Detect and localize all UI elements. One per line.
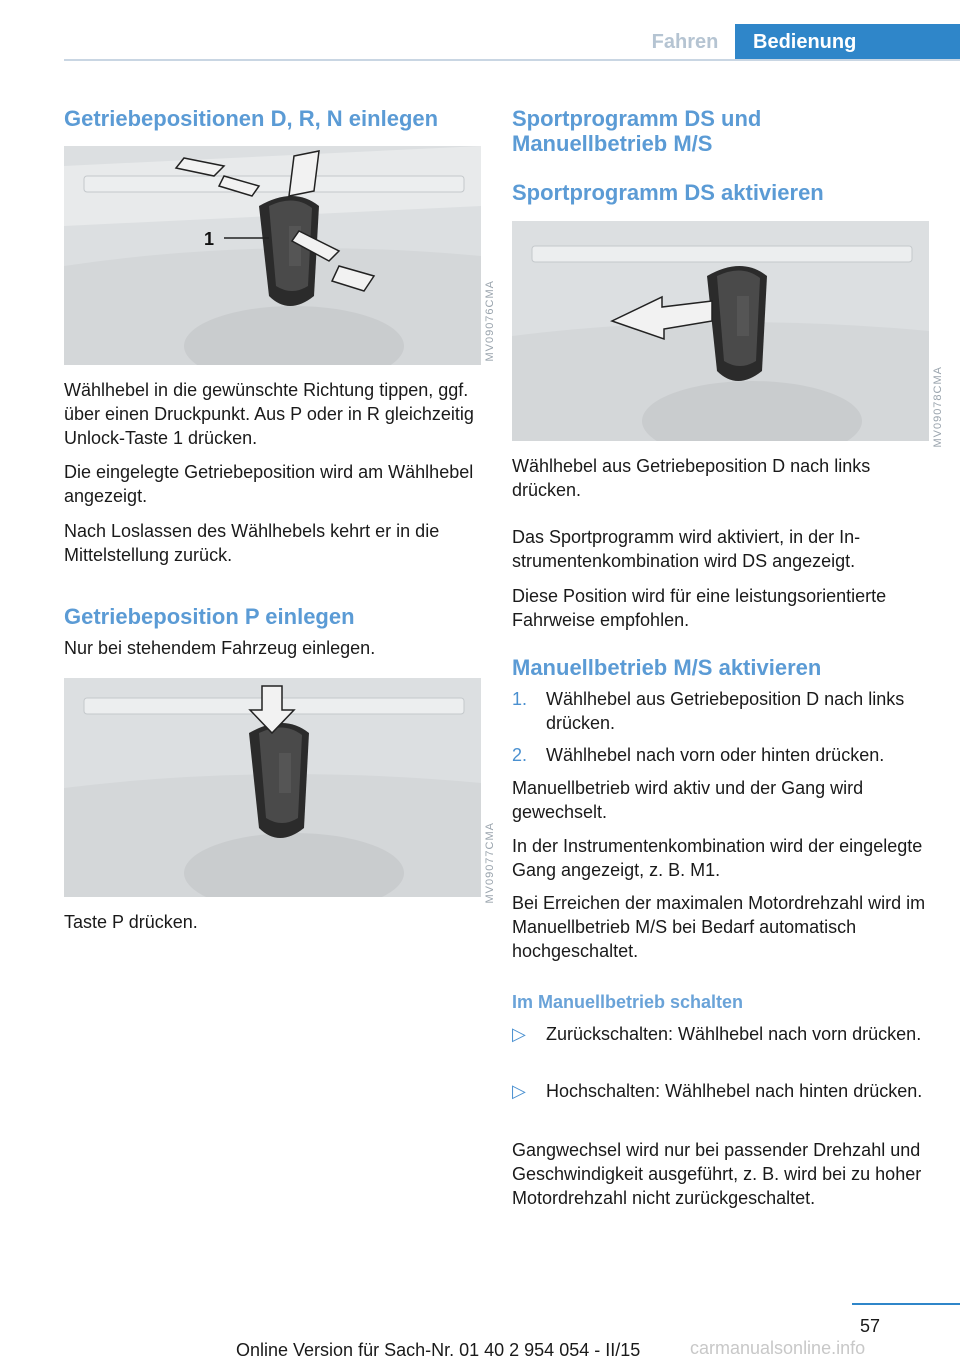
triangle-bullet-icon: ▷ xyxy=(512,1024,526,1044)
bullet-text: Hochschalten: Wählhebel nach hinten drücken. xyxy=(546,1081,923,1101)
heading-shift-manual: Im Manuellbetrieb schalten xyxy=(512,992,744,1012)
bullet-downshift xyxy=(512,1022,928,1070)
figure-code-2: MV09077CMA xyxy=(484,822,496,904)
footer-version: Online Version für Sach-Nr. 01 40 2 954 054 - II/15 xyxy=(236,1340,641,1360)
figure-code-3: MV09078CMA xyxy=(932,366,944,448)
figure-gear-selector-drn xyxy=(64,146,481,365)
para-press-p: Taste P drücken. xyxy=(64,912,198,932)
heading-manual-ms: Manuellbetrieb M/S aktivieren xyxy=(512,655,822,680)
step-2 xyxy=(512,743,928,767)
bullet-upshift xyxy=(512,1079,928,1127)
figure-sport-ds xyxy=(512,221,929,441)
figure-gear-selector-p xyxy=(64,678,481,897)
sport-mode-illustration xyxy=(512,221,929,441)
step-number: 2. xyxy=(512,745,528,765)
step-1 xyxy=(512,687,928,735)
page-number: 57 xyxy=(860,1316,881,1336)
heading-sport-ds: Sportprogramm DS aktivieren xyxy=(512,180,824,205)
para-gear-shown: In der Instrumentenkombination wird der eingelegte Gang angezeigt, z. B. M1. xyxy=(512,836,923,880)
bullet-text: Zurückschalten: Wählhebel nach vorn drücken. xyxy=(546,1024,922,1044)
step-number: 1. xyxy=(512,689,528,709)
para-shift-conditions: Gangwechsel wird nur bei passender Drehzahl und Geschwindigkeit ausgeführt, z. B. wird bei zu hoher Motordrehzahl nicht zurückgeschaltet. xyxy=(512,1140,922,1208)
para-tap-selector: Wählhebel in die gewünschte Richtung tippen, ggf. über einen Druckpunkt. Aus P oder in R gleichzeitig Unlock-Taste 1 drücken. xyxy=(64,380,474,448)
para-performance: Diese Position wird für eine leistungsorientierte Fahrweise empfohlen. xyxy=(512,586,887,630)
header-chapter-tab: Bedienung xyxy=(735,24,960,61)
step-text: Wählhebel nach vorn oder hinten drücken. xyxy=(546,745,885,765)
watermark: carmanualsonline.info xyxy=(690,1338,866,1358)
heading-gear-p: Getriebeposition P einlegen xyxy=(64,604,355,629)
heading-gear-dnr: Getriebepositionen D, R, N einlegen xyxy=(64,106,439,131)
para-stationary-only: Nur bei stehendem Fahrzeug einlegen. xyxy=(64,638,376,658)
para-manual-active: Manuellbetrieb wird aktiv und der Gang wird gewechselt. xyxy=(512,778,864,822)
para-push-left: Wählhebel aus Getriebeposition D nach links drücken. xyxy=(512,456,871,500)
para-gear-displayed: Die eingelegte Getriebeposition wird am Wählhebel angezeigt. xyxy=(64,462,474,506)
heading-sport-manual: Sportprogramm DS und Manuellbetrieb M/S xyxy=(512,106,762,156)
callout-1: 1 xyxy=(204,229,215,249)
step-text: Wählhebel aus Getriebeposition D nach links drücken. xyxy=(546,689,905,733)
figure-code-1: MV09076CMA xyxy=(484,280,496,362)
triangle-bullet-icon: ▷ xyxy=(512,1081,526,1101)
footer-rule xyxy=(852,1303,960,1305)
para-auto-upshift: Bei Erreichen der maximalen Motordrehzahl wird im Manuellbetrieb M/S bei Bedarf automatisch hochgeschaltet. xyxy=(512,893,926,961)
para-return-center: Nach Loslassen des Wählhebels kehrt er in die Mittelstellung zurück. xyxy=(64,521,440,565)
park-button-illustration xyxy=(64,678,481,897)
gear-selector-illustration xyxy=(64,146,481,365)
para-ds-activated: Das Sportprogramm wird aktiviert, in der Instrumentenkombination wird DS angezeigt. xyxy=(512,527,861,571)
header-section-tab: Fahren xyxy=(651,31,719,53)
header-rule xyxy=(64,59,960,61)
